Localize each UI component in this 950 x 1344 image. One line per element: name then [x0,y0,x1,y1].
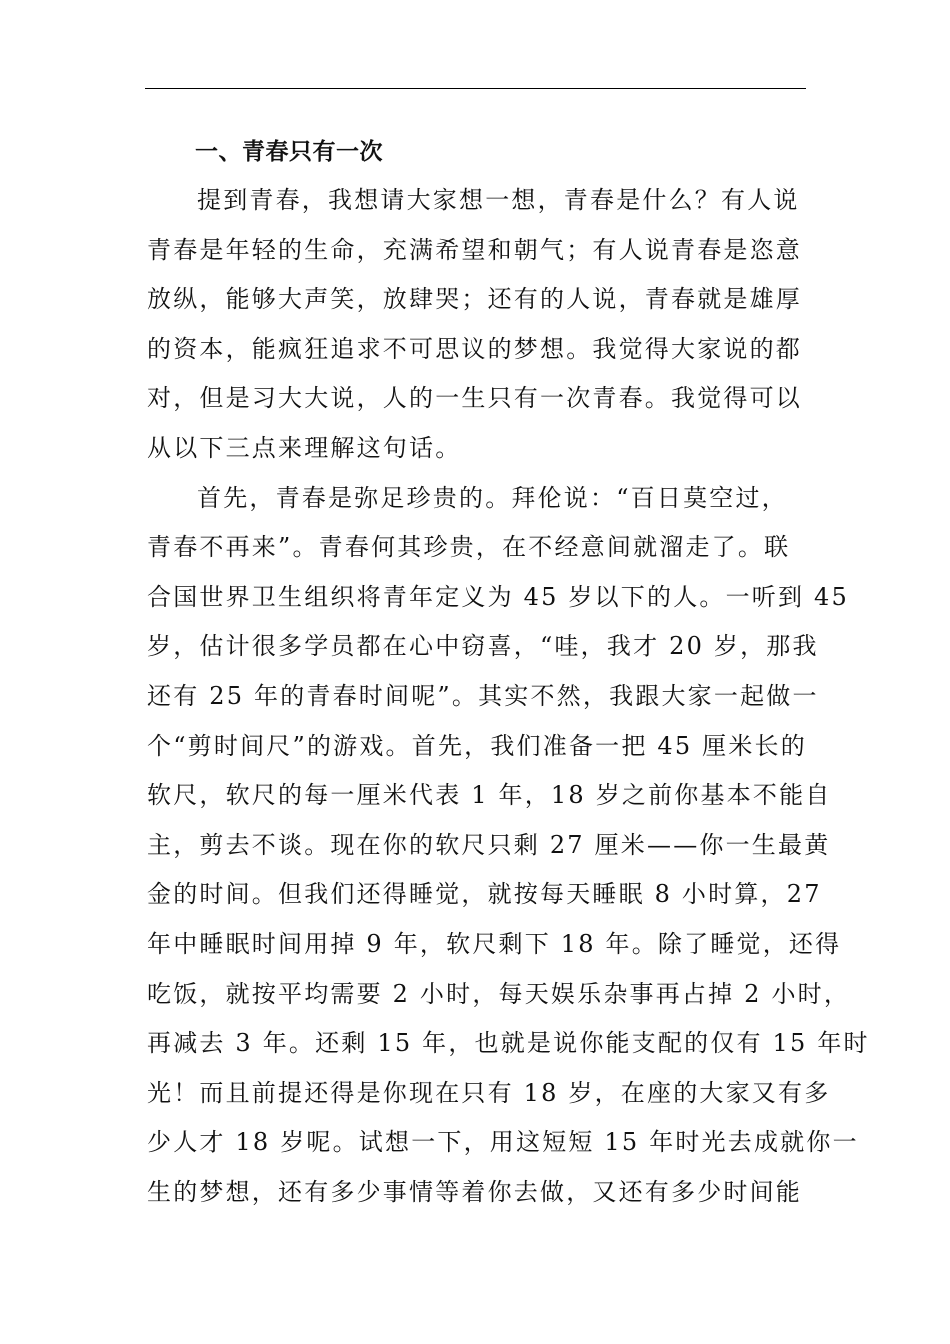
section-heading: 一、青春只有一次 [195,139,383,165]
paragraph-line: 金的时间。但我们还得睡觉，就按每天睡眠 8 小时算，27 [147,880,822,909]
paragraph-line: 提到青春，我想请大家想一想，青春是什么？有人说 [197,186,800,214]
paragraph-line: 软尺，软尺的每一厘米代表 1 年，18 岁之前你基本不能自 [147,781,832,810]
paragraph-line: 从以下三点来理解这句话。 [147,433,462,462]
paragraph-line: 生的梦想，还有多少事情等着你去做，又还有多少时间能 [147,1177,802,1206]
header-rule [145,88,806,89]
paragraph-line: 岁，估计很多学员都在心中窃喜，“哇，我才 20 岁，那我 [147,632,819,661]
paragraph-line: 对，但是习大大说，人的一生只有一次青春。我觉得可以 [147,384,802,413]
paragraph-2 [147,474,870,1218]
paragraph-line: 合国世界卫生组织将青年定义为 45 岁以下的人。一听到 45 [147,582,849,611]
paragraph-line: 吃饭，就按平均需要 2 小时，每天娱乐杂事再占掉 2 小时， [147,979,851,1008]
paragraph-line: 再减去 3 年。还剩 15 年，也就是说你能支配的仅有 15 年时 [147,1029,870,1058]
paragraph-line: 青春是年轻的生命，充满希望和朝气；有人说青春是恣意 [147,235,802,264]
paragraph-line: 少人才 18 岁呢。试想一下，用这短短 15 年时光去成就你一 [147,1128,859,1157]
paragraph-1 [147,176,805,474]
paragraph-line: 的资本，能疯狂追求不可思议的梦想。我觉得大家说的都 [147,334,802,363]
paragraph-line: 放纵，能够大声笑，放肆哭；还有的人说，青春就是雄厚 [147,285,802,314]
paragraph-line: 年中睡眠时间用掉 9 年，软尺剩下 18 年。除了睡觉，还得 [147,929,842,958]
paragraph-line: 青春不再来”。青春何其珍贵，在不经意间就溜走了。联 [147,533,791,562]
paragraph-line: 还有 25 年的青春时间呢”。其实不然，我跟大家一起做一 [147,681,819,710]
paragraph-line: 主，剪去不谈。现在你的软尺只剩 27 厘米——你一生最黄 [147,830,831,859]
paragraph-line: 个“剪时间尺”的游戏。首先，我们准备一把 45 厘米长的 [147,731,807,760]
document-body [147,128,870,1217]
paragraph-line: 首先，青春是弥足珍贵的。拜伦说：“百日莫空过， [197,483,788,512]
paragraph-line: 光！而且前提还得是你现在只有 18 岁，在座的大家又有多 [147,1078,831,1107]
